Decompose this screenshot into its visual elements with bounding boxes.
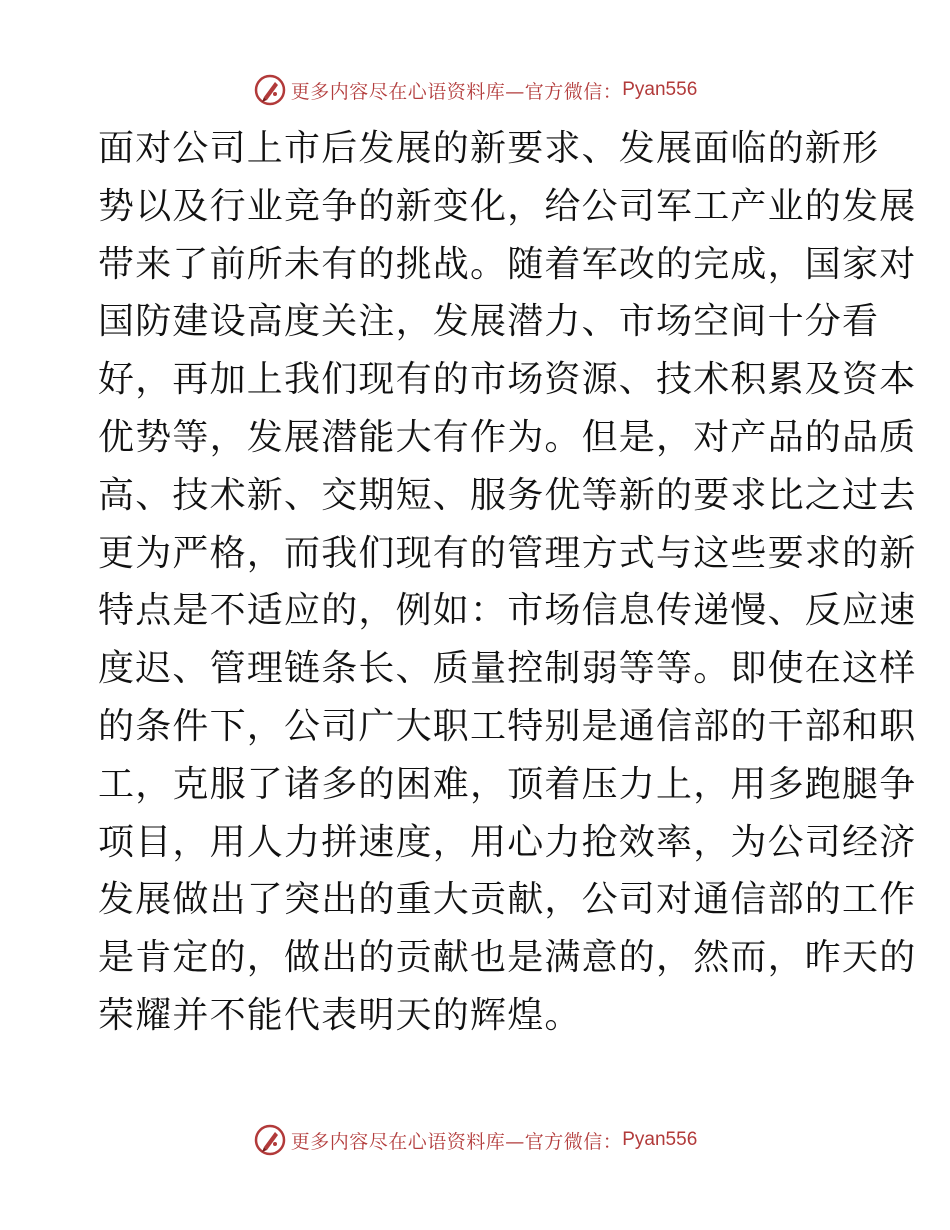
document-body xyxy=(98,120,917,1045)
header-wechat-id: Pyan556 xyxy=(622,79,698,100)
text-line: 高、技术新、交期短、服务优等新的要求比之过去 xyxy=(98,474,917,516)
text-line: 荣耀并不能代表明天的辉煌。 xyxy=(98,994,582,1036)
text-line: 特点是不适应的，例如：市场信息传递慢、反应速 xyxy=(98,590,917,632)
text-line: 势以及行业竞争的新变化，给公司军工产业的发展 xyxy=(98,185,917,227)
text-line: 更为严格，而我们现有的管理方式与这些要求的新 xyxy=(98,532,917,574)
footer-watermark xyxy=(0,1120,950,1160)
pen-logo-icon xyxy=(253,73,287,107)
text-line: 优势等，发展潜能大有作为。但是，对产品的品质 xyxy=(98,416,917,458)
pen-logo-icon xyxy=(253,1123,287,1157)
text-line: 国防建设高度关注，发展潜力、市场空间十分看 xyxy=(98,301,880,343)
text-line: 工，克服了诸多的困难，顶着压力上，用多跑腿争 xyxy=(98,763,917,805)
text-line: 度迟、管理链条长、质量控制弱等等。即使在这样 xyxy=(98,648,917,690)
text-line: 好，再加上我们现有的市场资源、技术积累及资本 xyxy=(98,359,917,401)
text-line: 的条件下，公司广大职工特别是通信部的干部和职 xyxy=(98,705,917,747)
text-line: 是肯定的，做出的贡献也是满意的，然而，昨天的 xyxy=(98,937,917,979)
footer-watermark-text: 更多内容尽在心语资料库—官方微信： xyxy=(290,1130,623,1153)
text-line: 面对公司上市后发展的新要求、发展面临的新形 xyxy=(98,128,880,169)
header-watermark-text: 更多内容尽在心语资料库—官方微信： xyxy=(290,80,623,103)
footer-wechat-id: Pyan556 xyxy=(622,1129,698,1150)
header-watermark xyxy=(0,70,950,110)
text-line: 发展做出了突出的重大贡献，公司对通信部的工作 xyxy=(98,879,917,921)
text-line: 带来了前所未有的挑战。随着军改的完成，国家对 xyxy=(98,243,917,285)
text-line: 项目，用人力拼速度，用心力抢效率，为公司经济 xyxy=(98,821,917,863)
